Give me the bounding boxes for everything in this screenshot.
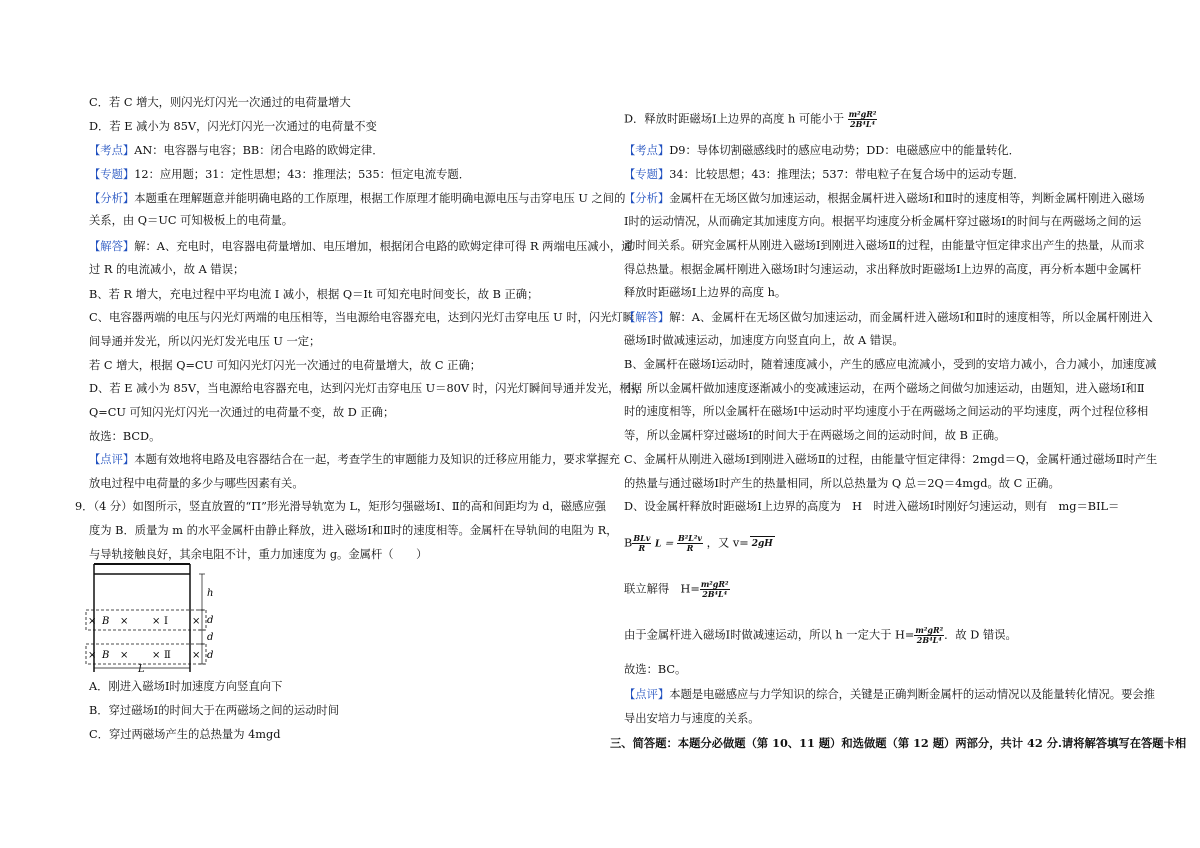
rail-magnetic-field-diagram (84, 560, 226, 674)
dianping-text-2b: 导出安培力与速度的关系。 (624, 712, 760, 725)
fenxi-text-2c: 动时间关系。研究金属杆从刚进入磁场Ⅰ到刚进入磁场Ⅱ的过程，由能量守恒定律求出产生的热量，从而求 (624, 239, 1145, 252)
kaodian-text-2: D9：导体切割磁感线时的感应电动势；DD：电磁感应中的能量转化． (669, 144, 1020, 157)
formula-line-force: B $\frac{\text{BLv}}{R}$ L ＝ $\frac{\text{B²L²v}}{R}$ ，又 v= 2gH (624, 533, 773, 553)
fenxi-line-2 (624, 192, 1145, 206)
dianping-text-2a: 本题是电磁感应与力学知识的综合，关键是正确判断金属杆的运动情况以及能量转化情况。要会推 (669, 688, 1155, 701)
question-9-stem: 9．（4 分）如图所示，竖直放置的“Π”形光滑导轨宽为 L，矩形匀强磁场Ⅰ、Ⅱ的高和间距均为 d，磁感应强 (75, 500, 606, 513)
fraction-h-conclusion: $\frac{\text{m²gR²}}{\text{2B⁴L⁴}}$ (915, 625, 944, 645)
dianping-line (89, 453, 620, 467)
cross-symbol: × (152, 616, 161, 627)
jieda-text: 解：A、充电时，电容器电荷量增加、电压增加，根据闭合电路的欧姆定律可得 R 两端电压减小，通 (134, 240, 633, 253)
label-d-2: d (207, 632, 214, 643)
formula-line-conclusion: 由于金属杆进入磁场Ⅰ时做减速运动，所以 h 一定大于 H= $\frac{\text{m²gR²}}{\text{2B⁴L⁴}}$ ．故 D 错误。 (624, 625, 1017, 645)
answer-line-2: 故选：BC。 (624, 663, 687, 676)
jieda-tag-2: 【解答】 (624, 311, 670, 324)
dianping-text-2: 放电过程中电荷量的多少与哪些因素有关。 (89, 477, 304, 490)
dianping-tag: 【点评】 (89, 453, 135, 466)
fraction-b2l2v-r: $\frac{\text{B²L²v}}{R}$ (678, 533, 703, 553)
sqrt-2gh: 2gH (750, 536, 775, 551)
cross-symbol: × (152, 650, 161, 661)
jieda-text-2e: 时的速度相等，所以金属杆在磁场Ⅰ中运动时平均速度小于在两磁场之间运动的平均速度，两个过程位移相 (624, 405, 1149, 418)
jieda-text-2d: 小，所以金属杆做加速度逐渐减小的变减速运动，在两个磁场之间做匀加速运动，由题知，进入磁场Ⅰ和Ⅱ (624, 382, 1145, 395)
fraction-h-bound: $\frac{\text{m²gR²}}{\text{2B⁴L⁴}}$ (848, 109, 877, 129)
answer-line: 故选：BCD。 (89, 430, 161, 443)
zhuanti-tag-2: 【专题】 (624, 168, 670, 181)
kaodian-text: AN：电容器与电容；BB：闭合电路的欧姆定律． (134, 144, 384, 157)
jieda-text-2b: 磁场Ⅰ时做减速运动，加速度方向竖直向上，故 A 错误。 (624, 334, 904, 347)
formula-line-h: 联立解得 H= $\frac{\text{m²gR²}}{\text{2B⁴L⁴}}$ (624, 579, 729, 599)
jieda-text-2c: B、金属杆在磁场Ⅰ运动时，随着速度减小，产生的感应电流减小，受到的安培力减小，合力减小，加速度减 (624, 358, 1157, 371)
field-label-ii: Ⅱ (164, 650, 171, 661)
fenxi-line (89, 192, 625, 206)
fenxi-tag: 【分析】 (89, 192, 135, 205)
cross-symbol: × (120, 650, 129, 661)
kaodian-tag: 【考点】 (89, 144, 135, 157)
section-3-heading: 三、简答题：本题分必做题（第 10、11 题）和选做题（第 12 题）两部分，共计 42 分.请将解答填写在答题卡相 (610, 736, 1187, 750)
kaodian-line-2 (624, 144, 1020, 158)
jieda-text-6: 若 C 增大，根据 Q=CU 可知闪光灯闪光一次通过的电荷量增大，故 C 正确； (89, 359, 482, 372)
zhuanti-text: 12：应用题；31：定性思想；43：推理法；535：恒定电流专题． (134, 168, 471, 181)
jieda-text-2a: 解：A、金属杆在无场区做匀加速运动，而金属杆进入磁场Ⅰ和Ⅱ时的速度相等，所以金属杆刚进入 (669, 311, 1153, 324)
fenxi-text-2: 关系，由 Q＝UC 可知极板上的电荷量。 (89, 214, 294, 227)
option-b: B．穿过磁场Ⅰ的时间大于在两磁场之间的运动时间 (89, 704, 340, 717)
label-d-1: d (207, 615, 214, 626)
label-h: h (207, 588, 214, 599)
option-c-previous: C．若 C 增大，则闪光灯闪光一次通过的电荷量增大 (89, 96, 351, 109)
cross-symbol: × (88, 616, 97, 627)
kaodian-tag-2: 【考点】 (624, 144, 670, 157)
question-9-stem-2: 度为 B．质量为 m 的水平金属杆由静止释放，进入磁场Ⅰ和Ⅱ时的速度相等。金属杆在导轨间的电阻为 R， (89, 524, 618, 537)
field-label-i: Ⅰ (164, 616, 168, 627)
field-label-b1: B (102, 616, 110, 627)
jieda-text-2: 过 R 的电流减小，故 A 错误； (89, 263, 245, 276)
fenxi-text: 本题重在理解题意并能明确电路的工作原理，根据工作原理才能明确电源电压与击穿电压 U 之间的 (134, 192, 626, 205)
field-label-b2: B (102, 650, 110, 661)
fenxi-text-2b: Ⅰ时的运动情况，从而确定其加速度方向。根据平均速度分析金属杆穿过磁场Ⅰ的时间与在两磁场之间的运 (624, 215, 1142, 228)
jieda-text-5: 间导通并发光，所以闪光灯发光电压 U 一定； (89, 335, 321, 348)
option-d (624, 110, 877, 129)
option-d-previous: D．若 E 减小为 85V，闪光灯闪光一次通过的电荷量不变 (89, 120, 377, 133)
fraction-h-result: $\frac{\text{m²gR²}}{\text{2B⁴L⁴}}$ (700, 579, 729, 599)
option-d-text: D．释放时距磁场Ⅰ上边界的高度 h 可能小于 (624, 112, 845, 126)
zhuanti-tag: 【专题】 (89, 168, 135, 181)
jieda-text-2i: D、设金属杆释放时距磁场Ⅰ上边界的高度为 H 时进入磁场Ⅰ时刚好匀速运动，则有 mg＝BIL＝ (624, 500, 1120, 513)
jieda-text-3: B、若 R 增大，充电过程中平均电流 I 减小，根据 Q＝It 可知充电时间变长，故 B 正确； (89, 288, 539, 301)
dianping-tag-2: 【点评】 (624, 688, 670, 701)
option-a: A．刚进入磁场Ⅰ时加速度方向竖直向下 (89, 680, 283, 693)
jieda-text-2g: C、金属杆从刚进入磁场Ⅰ到刚进入磁场Ⅱ的过程，由能量守恒定律得：2mgd＝Q，金属杆通过磁场Ⅱ时产生 (624, 453, 1158, 466)
cross-symbol: × (192, 616, 201, 627)
label-l: L (138, 664, 145, 674)
jieda-text-2h: 的热量与通过磁场Ⅰ时产生的热量相同，所以总热量为 Q 总＝2Q＝4mgd。故 C 正确。 (624, 477, 1060, 490)
jieda-text-4: C、电容器两端的电压与闪光灯两端的电压相等，当电源给电容器充电，达到闪光灯击穿电压 U 时，闪光灯瞬 (89, 311, 635, 324)
zhuanti-line (89, 168, 470, 182)
question-9-stem-3: 与导轨接触良好，其余电阻不计，重力加速度为 g。金属杆（ ） (89, 548, 428, 561)
cross-symbol: × (192, 650, 201, 661)
jieda-tag: 【解答】 (89, 240, 135, 253)
zhuanti-line-2 (624, 168, 1025, 182)
cross-symbol: × (120, 616, 129, 627)
jieda-text-8: Q=CU 可知闪光灯闪光一次通过的电荷量不变，故 D 正确； (89, 406, 395, 419)
dianping-line-2 (624, 688, 1155, 702)
jieda-text-2f: 等，所以金属杆穿过磁场Ⅰ的时间大于在两磁场之间的运动时间，故 B 正确。 (624, 429, 1006, 442)
fenxi-text-2a: 金属杆在无场区做匀加速运动，根据金属杆进入磁场Ⅰ和Ⅱ时的速度相等，判断金属杆刚进入磁场 (669, 192, 1145, 205)
jieda-line-2 (624, 311, 1153, 325)
fraction-blv-r: $\frac{\text{BLv}}{R}$ (633, 533, 651, 553)
jieda-text-7: D、若 E 减小为 85V，当电源给电容器充电，达到闪光灯击穿电压 U＝80V 时，闪光灯瞬间导通并发光，根据 (89, 382, 643, 395)
dianping-text: 本题有效地将电路及电容器结合在一起，考查学生的审题能力及知识的迁移应用能力，要求掌握充 (134, 453, 620, 466)
cross-symbol: × (88, 650, 97, 661)
jieda-line (89, 240, 633, 254)
fenxi-text-2e: 释放时距磁场Ⅰ上边界的高度 h。 (624, 286, 787, 299)
zhuanti-text-2: 34：比较思想；43：推理法；537：带电粒子在复合场中的运动专题． (669, 168, 1025, 181)
label-d-3: d (207, 650, 214, 661)
fenxi-text-2d: 得总热量。根据金属杆刚进入磁场Ⅰ时匀速运动，求出释放时距磁场Ⅰ上边界的高度，再分析本题中金属杆 (624, 263, 1142, 276)
kaodian-line (89, 144, 384, 158)
fenxi-tag-2: 【分析】 (624, 192, 670, 205)
option-c: C．穿过两磁场产生的总热量为 4mgd (89, 728, 281, 741)
